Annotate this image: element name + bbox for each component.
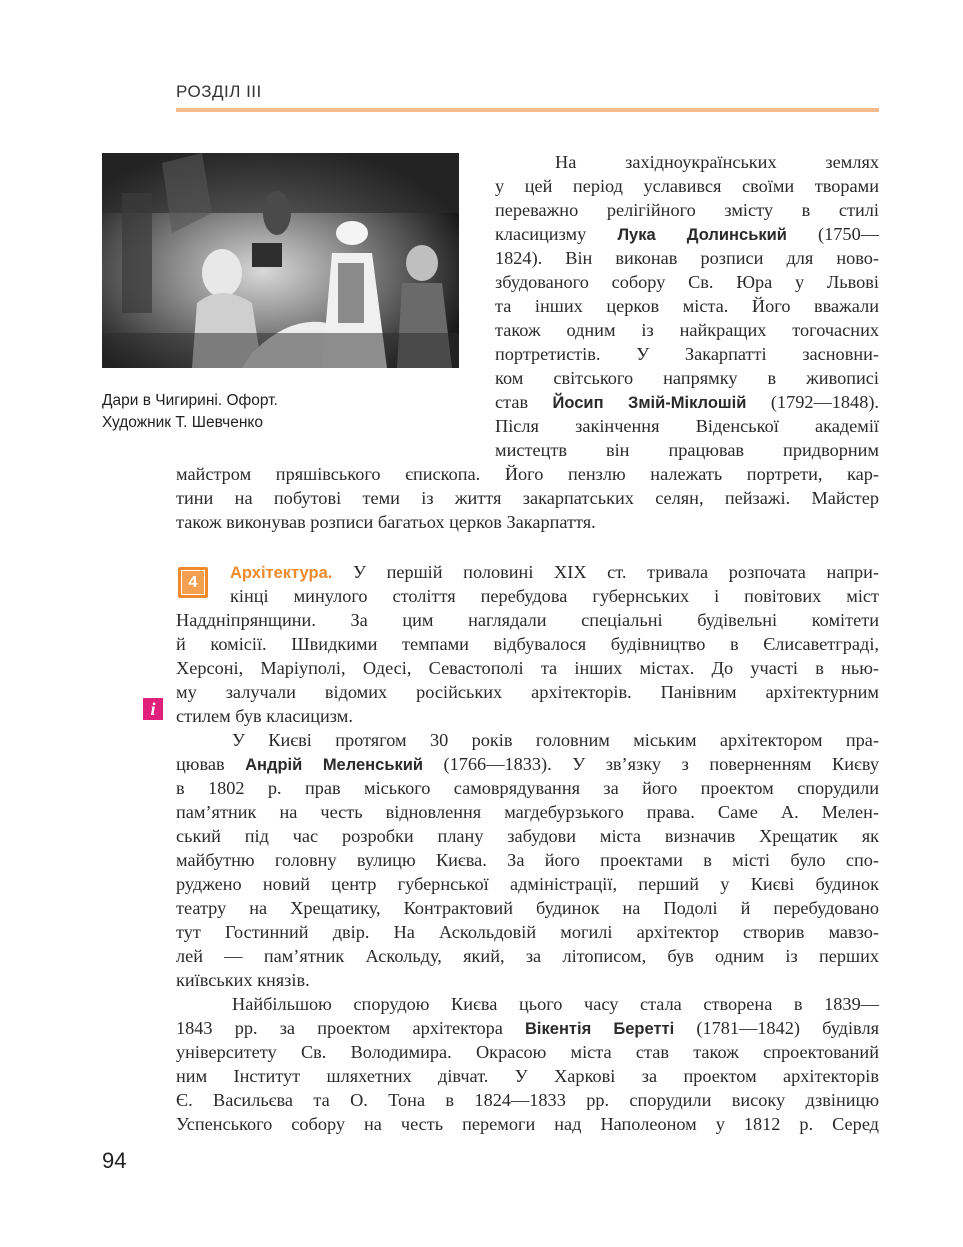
text-line: цював Андрій Меленський (1766—1833). У зв’язку з поверненням Києву	[176, 754, 879, 774]
person-name: Лука Долинський	[617, 226, 787, 244]
text-line: збудованого собору Св. Юра у Львові	[495, 272, 879, 292]
text-line: мистецтв він працював придворним	[495, 440, 879, 460]
section-architecture	[176, 560, 879, 1136]
text-line: ком світського напрямку в живописі	[495, 368, 879, 388]
text-line: Наддніпрянщини. За цим наглядали спеціальні будівельні комітети	[176, 610, 879, 630]
figure-caption	[102, 390, 402, 434]
text-line: У Києві протягом 30 років головним міським архітектором пра-	[232, 730, 879, 750]
caption-line: Художник Т. Шевченко	[102, 414, 263, 431]
text-line: стилем був класицизм.	[176, 706, 353, 726]
text-line: 1843 рр. за проектом архітектора Вікентія Беретті (1781—1842) будівля	[176, 1018, 879, 1038]
text-line: кінці минулого століття перебудова губернських і повітових міст	[230, 586, 879, 606]
text-line: Після закінчення Віденської академії	[495, 416, 879, 436]
text-line: у цей період уславився своїми творами	[495, 176, 879, 196]
text-line: портретистів. У Закарпатті засновни-	[495, 344, 879, 364]
person-name: Йосип Змій-Міклошій	[552, 394, 747, 412]
text-line: руджено новий центр губернської адміністрації, перший у Києві будинок	[176, 874, 879, 894]
text-line: На західноукраїнських землях	[555, 152, 879, 172]
text-line: Архітектура. У першій половині XIX ст. тривала розпочата напри-	[230, 562, 879, 582]
text-line: тини на побутові теми із життя закарпатських селян, пейзажі. Майстер	[176, 488, 879, 508]
text-line: му залучали відомих російських архітекторів. Панівним архітектурним	[176, 682, 879, 702]
text-line: лей — пам’ятник Аскольду, який, за літописом, був одним із перших	[176, 946, 879, 966]
text-line: Успенського собору на честь перемоги над Наполеоном у 1812 р. Серед	[176, 1114, 879, 1134]
text-line: став Йосип Змій-Міклошій (1792—1848).	[495, 392, 879, 412]
header-rule	[176, 108, 879, 112]
paragraph-continuation	[176, 462, 879, 534]
section-number: 4	[181, 570, 205, 595]
person-name: Вікентія Беретті	[525, 1020, 675, 1038]
text-line: ський під час розробки плану забудови міста визначив Хрещатик як	[176, 826, 879, 846]
text-line: тут Гостинний двір. На Аскольдовій могилі архітектор створив мавзо-	[176, 922, 879, 942]
text-line: Найбільшою спорудою Києва цього часу стала створена в 1839—	[232, 994, 879, 1014]
info-icon: i	[143, 698, 163, 720]
text-line: майбутню головну вулицю Києва. За його проектами в місті було спо-	[176, 850, 879, 870]
text-line: майстром пряшівського єпископа. Його пензлю належать портрети, кар-	[176, 464, 879, 484]
text-line: 1824). Він виконав розписи для ново-	[495, 248, 879, 268]
text-line: також виконував розписи багатьох церков Закарпаття.	[176, 512, 596, 532]
text-line: й комісії. Швидкими темпами відбувалося будівництво в Єлисаветграді,	[176, 634, 879, 654]
person-name: Андрій Меленський	[245, 756, 424, 774]
text-line: переважно релігійного змісту в стилі	[495, 200, 879, 220]
text-line: Є. Васильєва та О. Тона в 1824—1833 рр. спорудили високу дзвіницю	[176, 1090, 879, 1110]
page-number: 94	[102, 1148, 127, 1173]
text-line: пам’ятник на честь відновлення магдебурзького права. Саме А. Мелен-	[176, 802, 879, 822]
text-line: в 1802 р. прав міського самоврядування за його проектом спорудили	[176, 778, 879, 798]
text-line: київських князів.	[176, 970, 310, 990]
etching-image	[102, 153, 459, 368]
text-line: Херсоні, Маріуполі, Одесі, Севастополі та інших містах. До участі в нью-	[176, 658, 879, 678]
text-line: ним Інститут шляхетних дівчат. У Харкові за проектом архітекторів	[176, 1066, 879, 1086]
section-title: Архітектура.	[230, 564, 333, 582]
caption-line: Дари в Чигирині. Офорт.	[102, 392, 278, 409]
etching-illustration	[102, 153, 459, 368]
section-header: РОЗДІЛ III	[176, 82, 262, 101]
text-line: класицизму Лука Долинський (1750—	[495, 224, 879, 244]
text-line: університету Св. Володимира. Окрасою міста став також спроектований	[176, 1042, 879, 1062]
text-line: також одним із найкращих тогочасних	[495, 320, 879, 340]
text-line: театру на Хрещатику, Контрактовий будинок на Подолі й перебудовано	[176, 898, 879, 918]
paragraph-column	[495, 150, 879, 462]
text-line: та інших церков міста. Його вважали	[495, 296, 879, 316]
